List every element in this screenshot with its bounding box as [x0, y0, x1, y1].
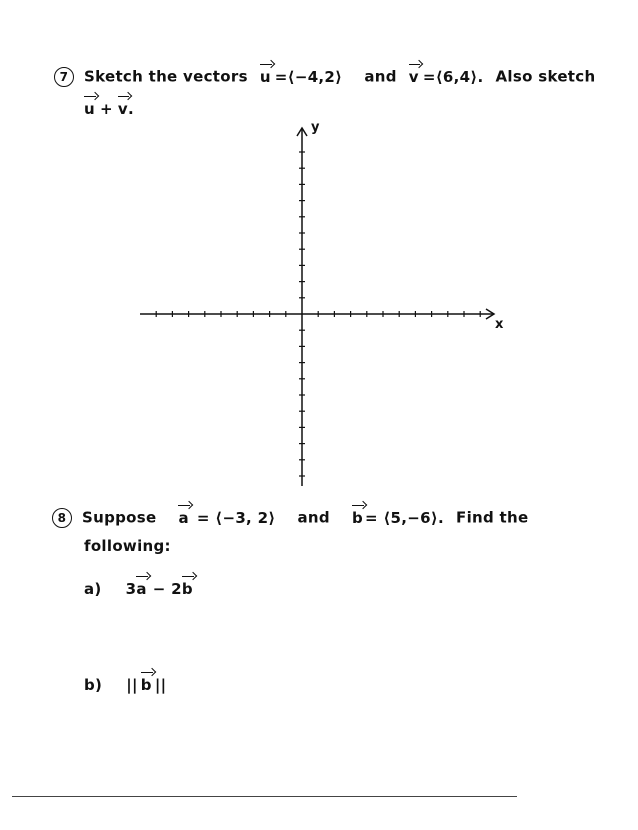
vector-b: b	[140, 676, 152, 694]
period: .	[127, 100, 134, 118]
vector-u-value: =⟨−4,2⟩	[274, 67, 343, 86]
problem-text-cont: following:	[84, 537, 171, 555]
part-a	[84, 580, 193, 598]
problem-text-cont: Also sketch	[495, 67, 596, 86]
norm-bar-right: ||	[154, 676, 167, 694]
coefficient: 3	[125, 580, 137, 598]
problem-text: Suppose	[82, 508, 157, 527]
vector-v: v	[408, 67, 419, 86]
sum-vector-u: u	[84, 100, 95, 118]
problem-text: Sketch the vectors	[84, 67, 248, 86]
vector-b: b	[181, 580, 193, 598]
problem-text-cont: Find the	[456, 508, 529, 527]
operator: − 2	[152, 580, 182, 598]
bottom-rule	[12, 796, 517, 797]
part-a-label: a)	[84, 580, 102, 598]
x-axis-label: x	[495, 317, 504, 332]
conjunction: and	[297, 508, 330, 527]
problem-8-line-1	[52, 508, 528, 528]
problem-number: 7	[54, 67, 74, 87]
sum-vector-v: v	[117, 100, 128, 118]
plus-sign: +	[99, 100, 113, 118]
part-b	[84, 676, 166, 694]
problem-number: 8	[52, 508, 72, 528]
part-b-label: b)	[84, 676, 103, 694]
vector-b-value: = ⟨5,−6⟩.	[364, 508, 445, 527]
conjunction: and	[364, 67, 397, 86]
y-axis-label: y	[311, 120, 320, 135]
vector-v-value: =⟨6,4⟩.	[422, 67, 484, 86]
vector-a-value: = ⟨−3, 2⟩	[196, 508, 276, 527]
vector-a: a	[136, 580, 147, 598]
problem-8-line-2	[84, 537, 171, 555]
norm-bar-left: ||	[126, 676, 138, 694]
vector-u: u	[259, 67, 271, 86]
vector-a: a	[178, 508, 189, 527]
vector-b: b	[351, 508, 363, 527]
